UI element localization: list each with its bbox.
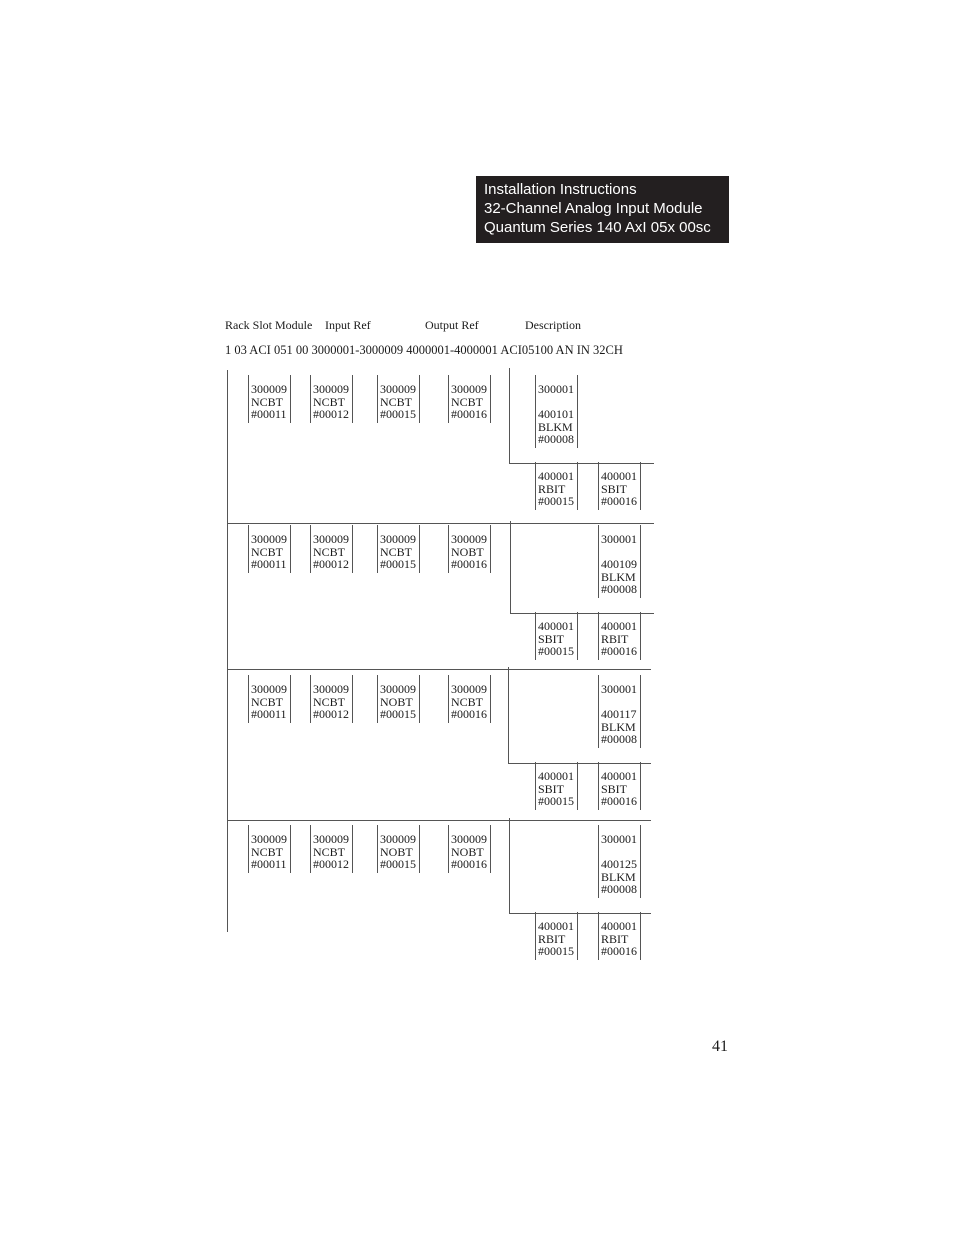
module-assignment-row: 1 03 ACI 051 00 3000001-3000009 4000001-4000001 ACI05100 AN IN 32CH xyxy=(225,343,623,357)
contact-type: NCBT xyxy=(251,544,284,559)
contact-right-bar xyxy=(419,375,420,423)
coil-bit: #00016 xyxy=(601,794,637,808)
block-len: #00008 xyxy=(538,432,574,446)
contact-element xyxy=(251,383,287,421)
block-op: BLKM xyxy=(601,719,636,734)
block-right-bar xyxy=(640,675,641,748)
contact-right-bar xyxy=(352,825,353,873)
title-line-1: Installation Instructions xyxy=(484,181,637,198)
contact-right-bar xyxy=(290,375,291,423)
contact-ref: 300009 xyxy=(380,382,416,396)
contact-right-bar xyxy=(490,375,491,423)
block-move-element xyxy=(538,383,574,446)
block-op: BLKM xyxy=(601,569,636,584)
coil-branch-line xyxy=(509,913,651,914)
contact-ref: 300009 xyxy=(451,682,487,696)
contact-bit: #00016 xyxy=(451,707,487,721)
block-left-bar xyxy=(598,825,599,898)
coil-left-bar xyxy=(535,612,536,660)
contact-ref: 300009 xyxy=(251,382,287,396)
contact-type: NCBT xyxy=(251,394,284,409)
coil-type: SBIT xyxy=(601,481,628,496)
coil-ref: 400001 xyxy=(601,619,637,633)
contact-right-bar xyxy=(419,825,420,873)
page-number: 41 xyxy=(712,1038,728,1055)
coil-left-bar xyxy=(535,912,536,960)
block-move-element xyxy=(601,833,637,896)
coil-ref: 400001 xyxy=(538,919,574,933)
contact-ref: 300009 xyxy=(451,532,487,546)
contact-bit: #00015 xyxy=(380,857,416,871)
contact-type: NCBT xyxy=(313,544,346,559)
contact-bit: #00011 xyxy=(251,857,287,871)
coil-left-bar xyxy=(598,462,599,510)
block-len: #00008 xyxy=(601,882,637,896)
contact-bit: #00015 xyxy=(380,707,416,721)
rung-branch-line xyxy=(509,818,510,913)
block-len: #00008 xyxy=(601,732,637,746)
document-title-box xyxy=(476,176,729,243)
rung-divider xyxy=(227,523,654,524)
contact-ref: 300009 xyxy=(380,682,416,696)
contact-left-bar xyxy=(248,825,249,873)
contact-type: NCBT xyxy=(313,394,346,409)
coil-branch-line xyxy=(508,763,651,764)
coil-bit: #00015 xyxy=(538,494,574,508)
coil-branch-line xyxy=(510,613,654,614)
contact-right-bar xyxy=(290,675,291,723)
block-src: 300001 xyxy=(601,832,637,846)
contact-ref: 300009 xyxy=(313,532,349,546)
contact-ref: 300009 xyxy=(313,382,349,396)
contact-element xyxy=(313,683,349,721)
contact-ref: 300009 xyxy=(251,532,287,546)
left-power-rail xyxy=(227,370,228,932)
col-header-rack-slot-module: Rack Slot Module xyxy=(225,318,313,332)
coil-element xyxy=(601,770,637,808)
coil-element xyxy=(601,920,637,958)
contact-bit: #00011 xyxy=(251,557,287,571)
coil-type: RBIT xyxy=(538,931,566,946)
contact-right-bar xyxy=(352,525,353,573)
contact-bit: #00012 xyxy=(313,557,349,571)
contact-bit: #00015 xyxy=(380,407,416,421)
contact-type: NCBT xyxy=(451,394,484,409)
contact-ref: 300009 xyxy=(313,682,349,696)
coil-element xyxy=(601,470,637,508)
coil-ref: 400001 xyxy=(538,469,574,483)
coil-right-bar xyxy=(577,912,578,960)
contact-left-bar xyxy=(377,525,378,573)
block-dst: 400117 xyxy=(601,707,637,721)
block-dst: 400109 xyxy=(601,557,637,571)
contact-bit: #00016 xyxy=(451,557,487,571)
contact-bit: #00011 xyxy=(251,407,287,421)
block-left-bar xyxy=(598,675,599,748)
title-line-3: Quantum Series 140 AxI 05x 00sc xyxy=(484,219,711,236)
coil-left-bar xyxy=(535,462,536,510)
contact-bit: #00012 xyxy=(313,707,349,721)
coil-right-bar xyxy=(640,612,641,660)
contact-type: NCBT xyxy=(380,394,413,409)
contact-ref: 300009 xyxy=(380,532,416,546)
coil-left-bar xyxy=(598,912,599,960)
contact-element xyxy=(251,533,287,571)
contact-type: NOBT xyxy=(451,844,484,859)
block-left-bar xyxy=(598,525,599,598)
contact-right-bar xyxy=(419,675,420,723)
coil-type: SBIT xyxy=(601,781,628,796)
coil-left-bar xyxy=(598,762,599,810)
block-right-bar xyxy=(577,375,578,448)
rung-divider xyxy=(227,669,651,670)
contact-element xyxy=(313,533,349,571)
coil-bit: #00016 xyxy=(601,494,637,508)
coil-element xyxy=(538,920,574,958)
contact-type: NOBT xyxy=(380,844,413,859)
col-header-output-ref: Output Ref xyxy=(425,318,479,332)
contact-right-bar xyxy=(419,525,420,573)
block-op: BLKM xyxy=(538,419,573,434)
contact-element xyxy=(313,833,349,871)
block-src: 300001 xyxy=(538,382,574,396)
coil-ref: 400001 xyxy=(601,469,637,483)
contact-left-bar xyxy=(248,675,249,723)
contact-ref: 300009 xyxy=(451,382,487,396)
contact-right-bar xyxy=(490,675,491,723)
block-left-bar xyxy=(535,375,536,448)
coil-ref: 400001 xyxy=(538,769,574,783)
contact-element xyxy=(451,833,487,871)
coil-right-bar xyxy=(577,762,578,810)
contact-type: NOBT xyxy=(380,694,413,709)
contact-bit: #00011 xyxy=(251,707,287,721)
contact-element xyxy=(380,833,416,871)
coil-type: SBIT xyxy=(538,631,565,646)
contact-left-bar xyxy=(448,675,449,723)
contact-left-bar xyxy=(310,675,311,723)
contact-ref: 300009 xyxy=(313,832,349,846)
contact-left-bar xyxy=(248,375,249,423)
coil-type: RBIT xyxy=(538,481,566,496)
contact-left-bar xyxy=(448,825,449,873)
contact-type: NCBT xyxy=(251,694,284,709)
coil-right-bar xyxy=(640,462,641,510)
col-header-input-ref: Input Ref xyxy=(325,318,371,332)
contact-right-bar xyxy=(352,375,353,423)
contact-right-bar xyxy=(490,525,491,573)
coil-left-bar xyxy=(598,612,599,660)
contact-type: NCBT xyxy=(313,844,346,859)
contact-element xyxy=(451,533,487,571)
contact-ref: 300009 xyxy=(380,832,416,846)
block-move-element xyxy=(601,683,637,746)
contact-left-bar xyxy=(377,675,378,723)
contact-ref: 300009 xyxy=(251,832,287,846)
coil-type: RBIT xyxy=(601,931,629,946)
contact-left-bar xyxy=(310,825,311,873)
contact-right-bar xyxy=(290,525,291,573)
coil-bit: #00015 xyxy=(538,794,574,808)
contact-right-bar xyxy=(290,825,291,873)
rung-divider xyxy=(227,820,651,821)
contact-ref: 300009 xyxy=(451,832,487,846)
contact-element xyxy=(251,683,287,721)
block-op: BLKM xyxy=(601,869,636,884)
contact-left-bar xyxy=(448,375,449,423)
contact-element xyxy=(313,383,349,421)
coil-branch-line xyxy=(509,463,654,464)
block-src: 300001 xyxy=(601,682,637,696)
contact-left-bar xyxy=(448,525,449,573)
coil-type: RBIT xyxy=(601,631,629,646)
contact-element xyxy=(451,683,487,721)
contact-element xyxy=(380,533,416,571)
coil-type: SBIT xyxy=(538,781,565,796)
contact-right-bar xyxy=(352,675,353,723)
block-src: 300001 xyxy=(601,532,637,546)
coil-element xyxy=(538,620,574,658)
coil-bit: #00015 xyxy=(538,644,574,658)
coil-bit: #00016 xyxy=(601,644,637,658)
coil-right-bar xyxy=(577,612,578,660)
contact-bit: #00016 xyxy=(451,857,487,871)
coil-bit: #00015 xyxy=(538,944,574,958)
block-move-element xyxy=(601,533,637,596)
coil-element xyxy=(538,470,574,508)
coil-right-bar xyxy=(577,462,578,510)
coil-left-bar xyxy=(535,762,536,810)
contact-left-bar xyxy=(310,525,311,573)
coil-right-bar xyxy=(640,762,641,810)
coil-ref: 400001 xyxy=(538,619,574,633)
contact-type: NCBT xyxy=(313,694,346,709)
contact-left-bar xyxy=(377,825,378,873)
contact-element xyxy=(380,383,416,421)
contact-bit: #00015 xyxy=(380,557,416,571)
contact-type: NCBT xyxy=(380,544,413,559)
contact-element xyxy=(380,683,416,721)
contact-bit: #00012 xyxy=(313,407,349,421)
contact-left-bar xyxy=(248,525,249,573)
block-right-bar xyxy=(640,825,641,898)
coil-ref: 400001 xyxy=(601,769,637,783)
contact-type: NCBT xyxy=(451,694,484,709)
rung-branch-line xyxy=(509,368,510,463)
block-dst: 400125 xyxy=(601,857,637,871)
coil-bit: #00016 xyxy=(601,944,637,958)
coil-element xyxy=(538,770,574,808)
coil-right-bar xyxy=(640,912,641,960)
contact-left-bar xyxy=(377,375,378,423)
contact-left-bar xyxy=(310,375,311,423)
coil-element xyxy=(601,620,637,658)
contact-element xyxy=(451,383,487,421)
contact-element xyxy=(251,833,287,871)
block-right-bar xyxy=(640,525,641,598)
contact-ref: 300009 xyxy=(251,682,287,696)
rung-branch-line xyxy=(510,521,511,613)
contact-type: NCBT xyxy=(251,844,284,859)
contact-right-bar xyxy=(490,825,491,873)
contact-bit: #00016 xyxy=(451,407,487,421)
contact-type: NOBT xyxy=(451,544,484,559)
col-header-description: Description xyxy=(525,318,581,332)
block-len: #00008 xyxy=(601,582,637,596)
rung-branch-line xyxy=(508,667,509,763)
title-line-2: 32-Channel Analog Input Module xyxy=(484,200,703,217)
contact-bit: #00012 xyxy=(313,857,349,871)
coil-ref: 400001 xyxy=(601,919,637,933)
block-dst: 400101 xyxy=(538,407,574,421)
